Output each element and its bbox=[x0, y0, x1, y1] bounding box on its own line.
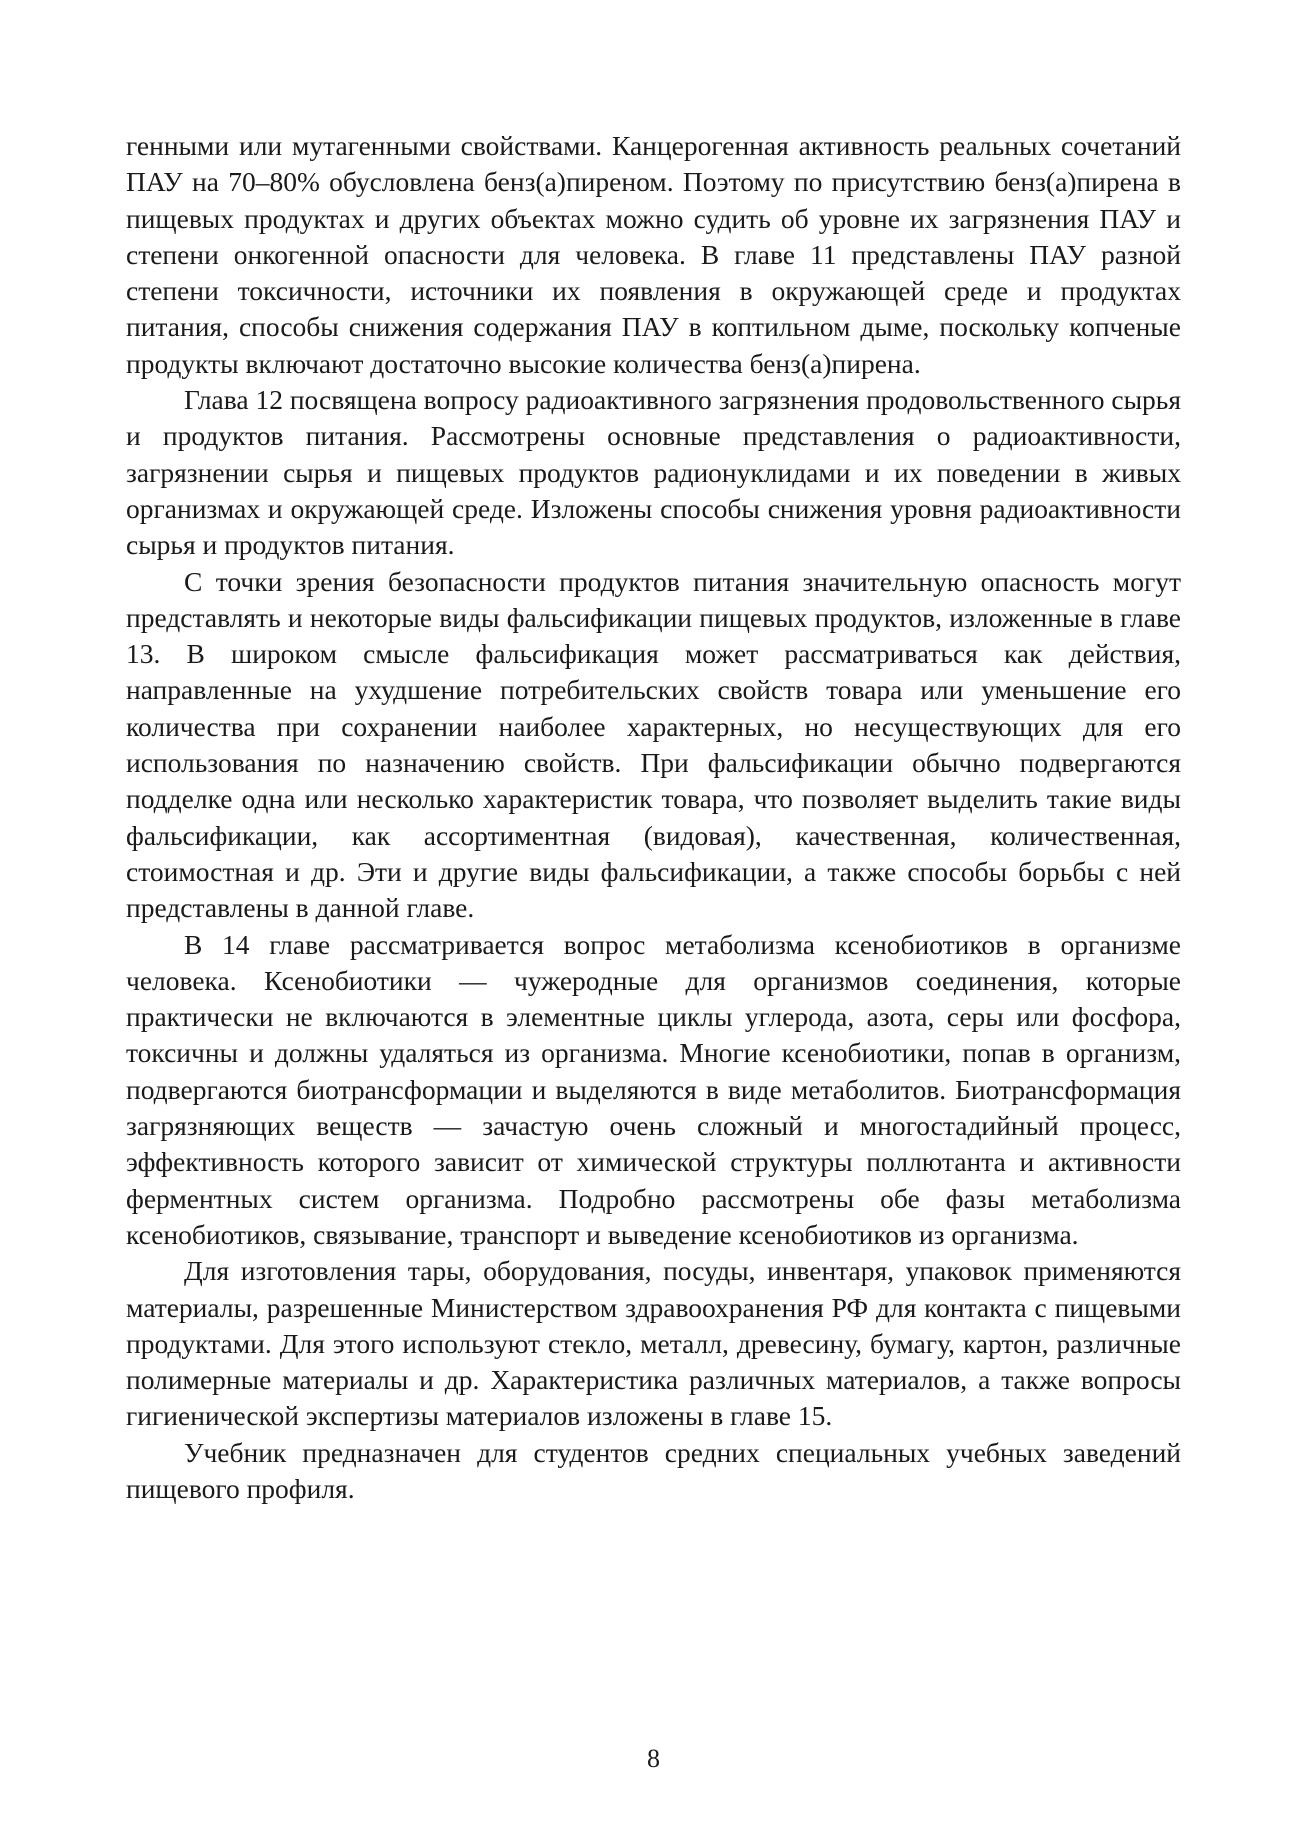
paragraph-chapter-14: В 14 главе рассматривается вопрос метаболизма ксенобиотиков в организме человека. Ксенобиотики — чужеродные для организмов соединения, которые практически не включаются в элементные циклы углерода, азота, серы или фосфора, токсичны и должны удаляться из организма. Многие ксенобиотики, попав в организм, подвергаются биотрансформации и выделяются в виде метаболитов. Биотрансформация загрязняющих веществ — зачастую очень сложный и многостадийный процесс, эффективность которого зависит от химической структуры поллютанта и активности ферментных систем организма. Подробно рассмотрены обе фазы метаболизма ксенобиотиков, связывание, транспорт и выведение ксенобиотиков из организма. bbox=[126, 928, 1181, 1250]
paragraph-chapter-15: Для изготовления тары, оборудования, посуды, инвентаря, упаковок применяются материалы, разрешенные Министерством здравоохранения РФ для контакта с пищевыми продуктами. Для этого используют стекло, металл, древесину, бумагу, картон, различные полимерные материалы и др. Характеристика различных материалов, а также вопросы гигиенической экспертизы материалов изложены в главе 15. bbox=[126, 1255, 1181, 1432]
paragraph-pah-continuation: генными или мутагенными свойствами. Канцерогенная активность реальных сочетаний ПАУ на 70–80% обусловлена бенз(а)пиреном. Поэтому по присутствию бенз(а)пирена в пищевых продуктах и других объектах можно судить об уровне их загрязнения ПАУ и степени онкогенной опасности для человека. В главе 11 представлены ПАУ разной степени токсичности, источники их появления в окружающей среде и продуктах питания, способы снижения содержания ПАУ в коптильном дыме, поскольку копченые продукты включают достаточно высокие количества бенз(а)пирена. bbox=[126, 130, 1181, 379]
paragraph-audience: Учебник предназначен для студентов средних специальных учебных заведений пищевого профиля. bbox=[126, 1436, 1181, 1504]
paragraph-chapter-13: С точки зрения безопасности продуктов питания значительную опасность могут представлять и некоторые виды фальсификации пищевых продуктов, изложенные в главе 13. В широком смысле фальсификация может рассматриваться как действия, направленные на ухудшение потребительских свойств товара или уменьшение его количества при сохранении наиболее характерных, но несуществующих для его использования по назначению свойств. При фальсификации обычно подвергаются подделке одна или несколько характеристик товара, что позволяет выделить такие виды фальсификации, как ассортиментная (видовая), качественная, количественная, стоимостная и др. Эти и другие виды фальсификации, а также способы борьбы с ней представлены в данной главе. bbox=[126, 565, 1181, 924]
body-text bbox=[126, 128, 1181, 1507]
paragraph-chapter-12: Глава 12 посвящена вопросу радиоактивного загрязнения продовольственного сырья и продуктов питания. Рассмотрены основные представления о радиоактивности, загрязнении сырья и пищевых продуктов радионуклидами и их поведении в живых организмах и окружающей среде. Изложены способы снижения уровня радиоактивности сырья и продуктов питания. bbox=[126, 384, 1181, 561]
page-number: 8 bbox=[647, 1744, 660, 1773]
